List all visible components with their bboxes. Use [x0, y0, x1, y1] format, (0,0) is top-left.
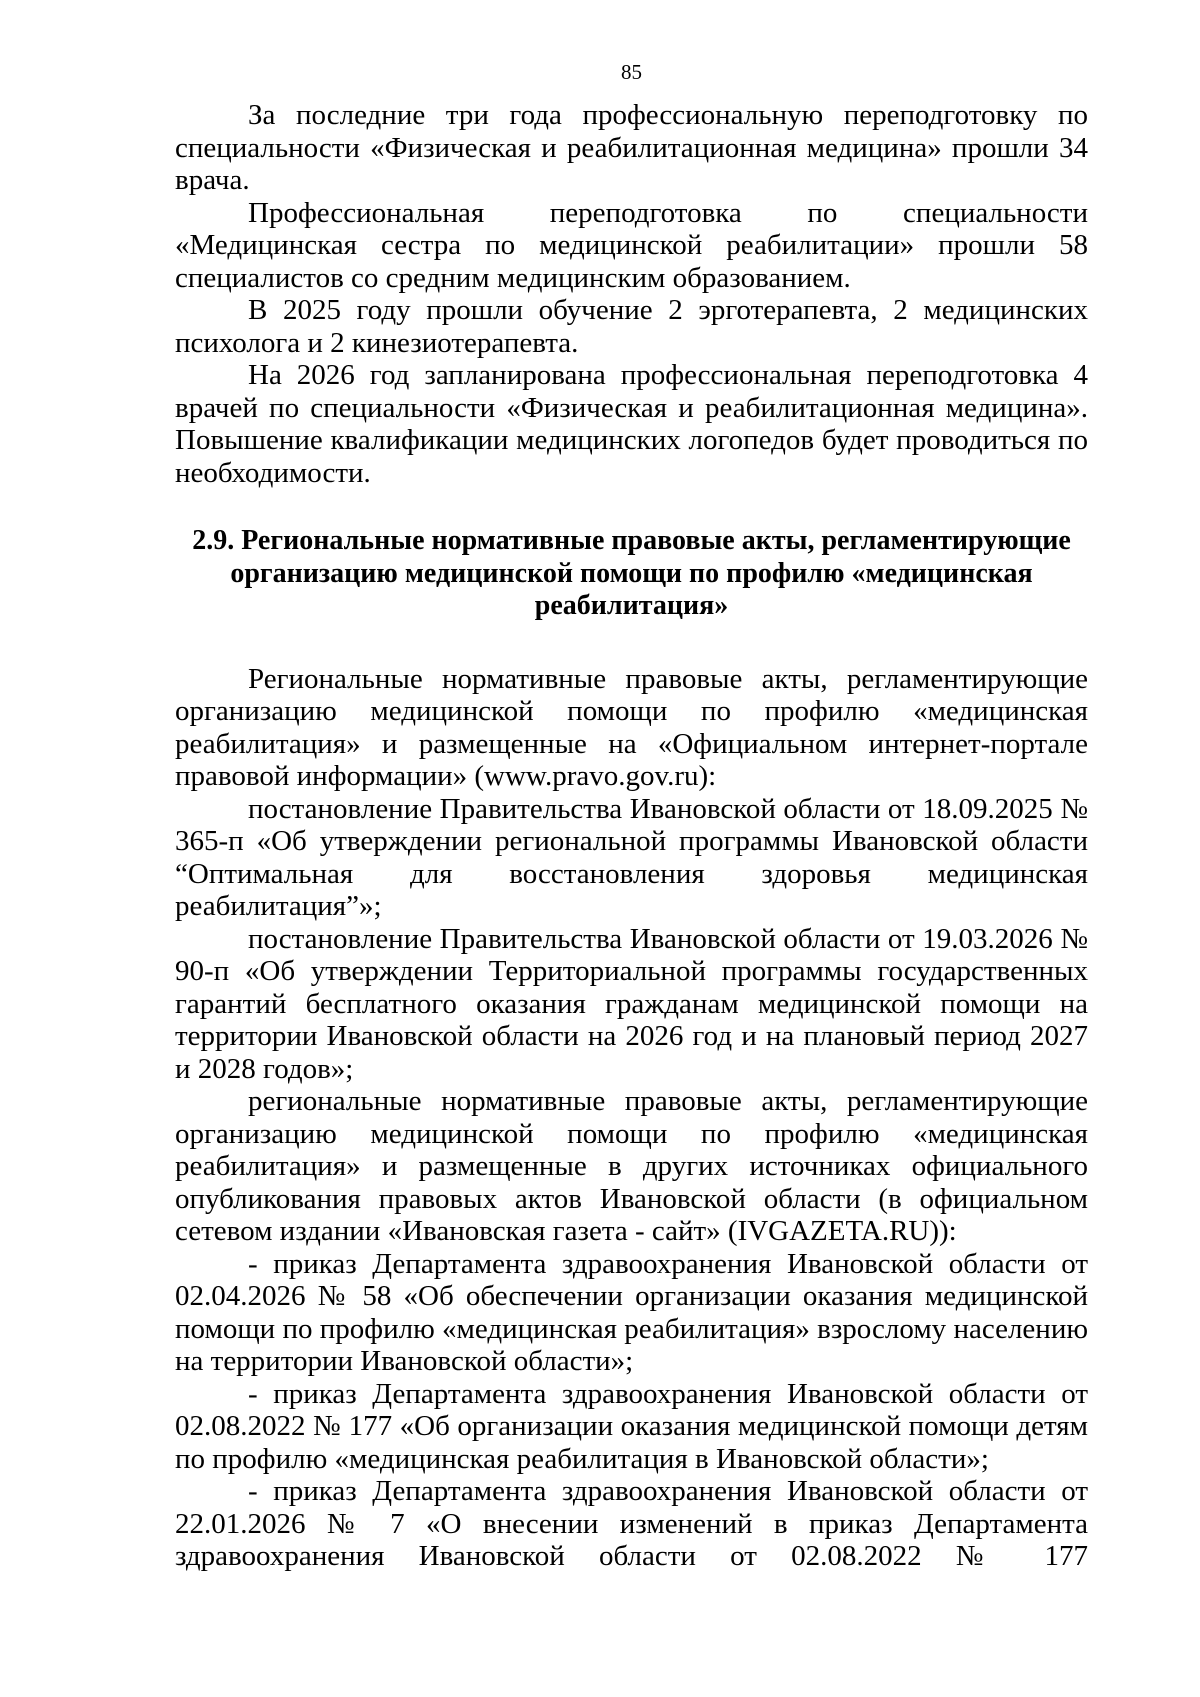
paragraph-regional-acts-intro: Региональные нормативные правовые акты, регламентирующие организацию медицинской помощи по профилю «медицинская реабилитация» и размещенные на «Официальном интернет-портале правовой информации» (www.pravo.gov.ru):: [175, 662, 1088, 792]
paragraph-other-sources: региональные нормативные правовые акты, регламентирующие организацию медицинской помощи по профилю «медицинская реабилитация» и размещенные в других источниках официального опубликования правовых актов Ивановской области (в официальном сетевом издании «Ивановская газета - сайт» (IVGAZETA.RU)):: [175, 1085, 1088, 1247]
section-heading: 2.9. Региональные нормативные правовые акты, регламентирующие организацию медицинской помощи по профилю «медицинская реабилитация»: [192, 525, 1071, 621]
spacer: [175, 489, 1088, 525]
paragraph-retraining-nurses: Профессиональная переподготовка по специальности «Медицинская сестра по медицинской реабилитации» прошли 58 специалистов со средним медицинским образованием.: [175, 196, 1088, 294]
paragraph-resolution-365: постановление Правительства Ивановской области от 18.09.2025 № 365-п «Об утверждении региональной программы Ивановской области “Оптимальная для восстановления здоровья медицинская реабилитация”»;: [175, 792, 1088, 922]
paragraph-order-7: - приказ Департамента здравоохранения Ивановской области от 22.01.2026 № 7 «О внесении изменений в приказ Департамента здравоохранения Ивановской области от 02.08.2022 № 177: [175, 1475, 1088, 1572]
paragraph-order-177: - приказ Департамента здравоохранения Ивановской области от 02.08.2022 № 177 «Об организации оказания медицинской помощи детям по профилю «медицинская реабилитация в Ивановской области»;: [175, 1377, 1088, 1475]
paragraph-resolution-90: постановление Правительства Ивановской области от 19.03.2026 № 90-п «Об утверждении Территориальной программы государственных гарантий бесплатного оказания гражданам медицинской помощи на территории Ивановской области на 2026 год и на плановый период 2027 и 2028 годов»;: [175, 922, 1088, 1085]
paragraph-retraining-doctors: За последние три года профессиональную переподготовку по специальности «Физическая и реабилитационная медицина» прошли 34 врача.: [175, 99, 1088, 196]
paragraph-training-2025: В 2025 году прошли обучение 2 эрготерапевта, 2 медицинских психолога и 2 кинезиотерапевта.: [175, 294, 1088, 359]
page-number: 85: [621, 60, 642, 84]
spacer: [175, 623, 1088, 663]
paragraph-plan-2026: На 2026 год запланирована профессиональная переподготовка 4 врачей по специальности «Физическая и реабилитационная медицина». Повышение квалификации медицинских логопедов будет проводиться по необходимости.: [175, 359, 1088, 489]
paragraph-order-58: - приказ Департамента здравоохранения Ивановской области от 02.04.2026 № 58 «Об обеспечении организации оказания медицинской помощи по профилю «медицинская реабилитация» взрослому населению на территории Ивановской области»;: [175, 1247, 1088, 1377]
